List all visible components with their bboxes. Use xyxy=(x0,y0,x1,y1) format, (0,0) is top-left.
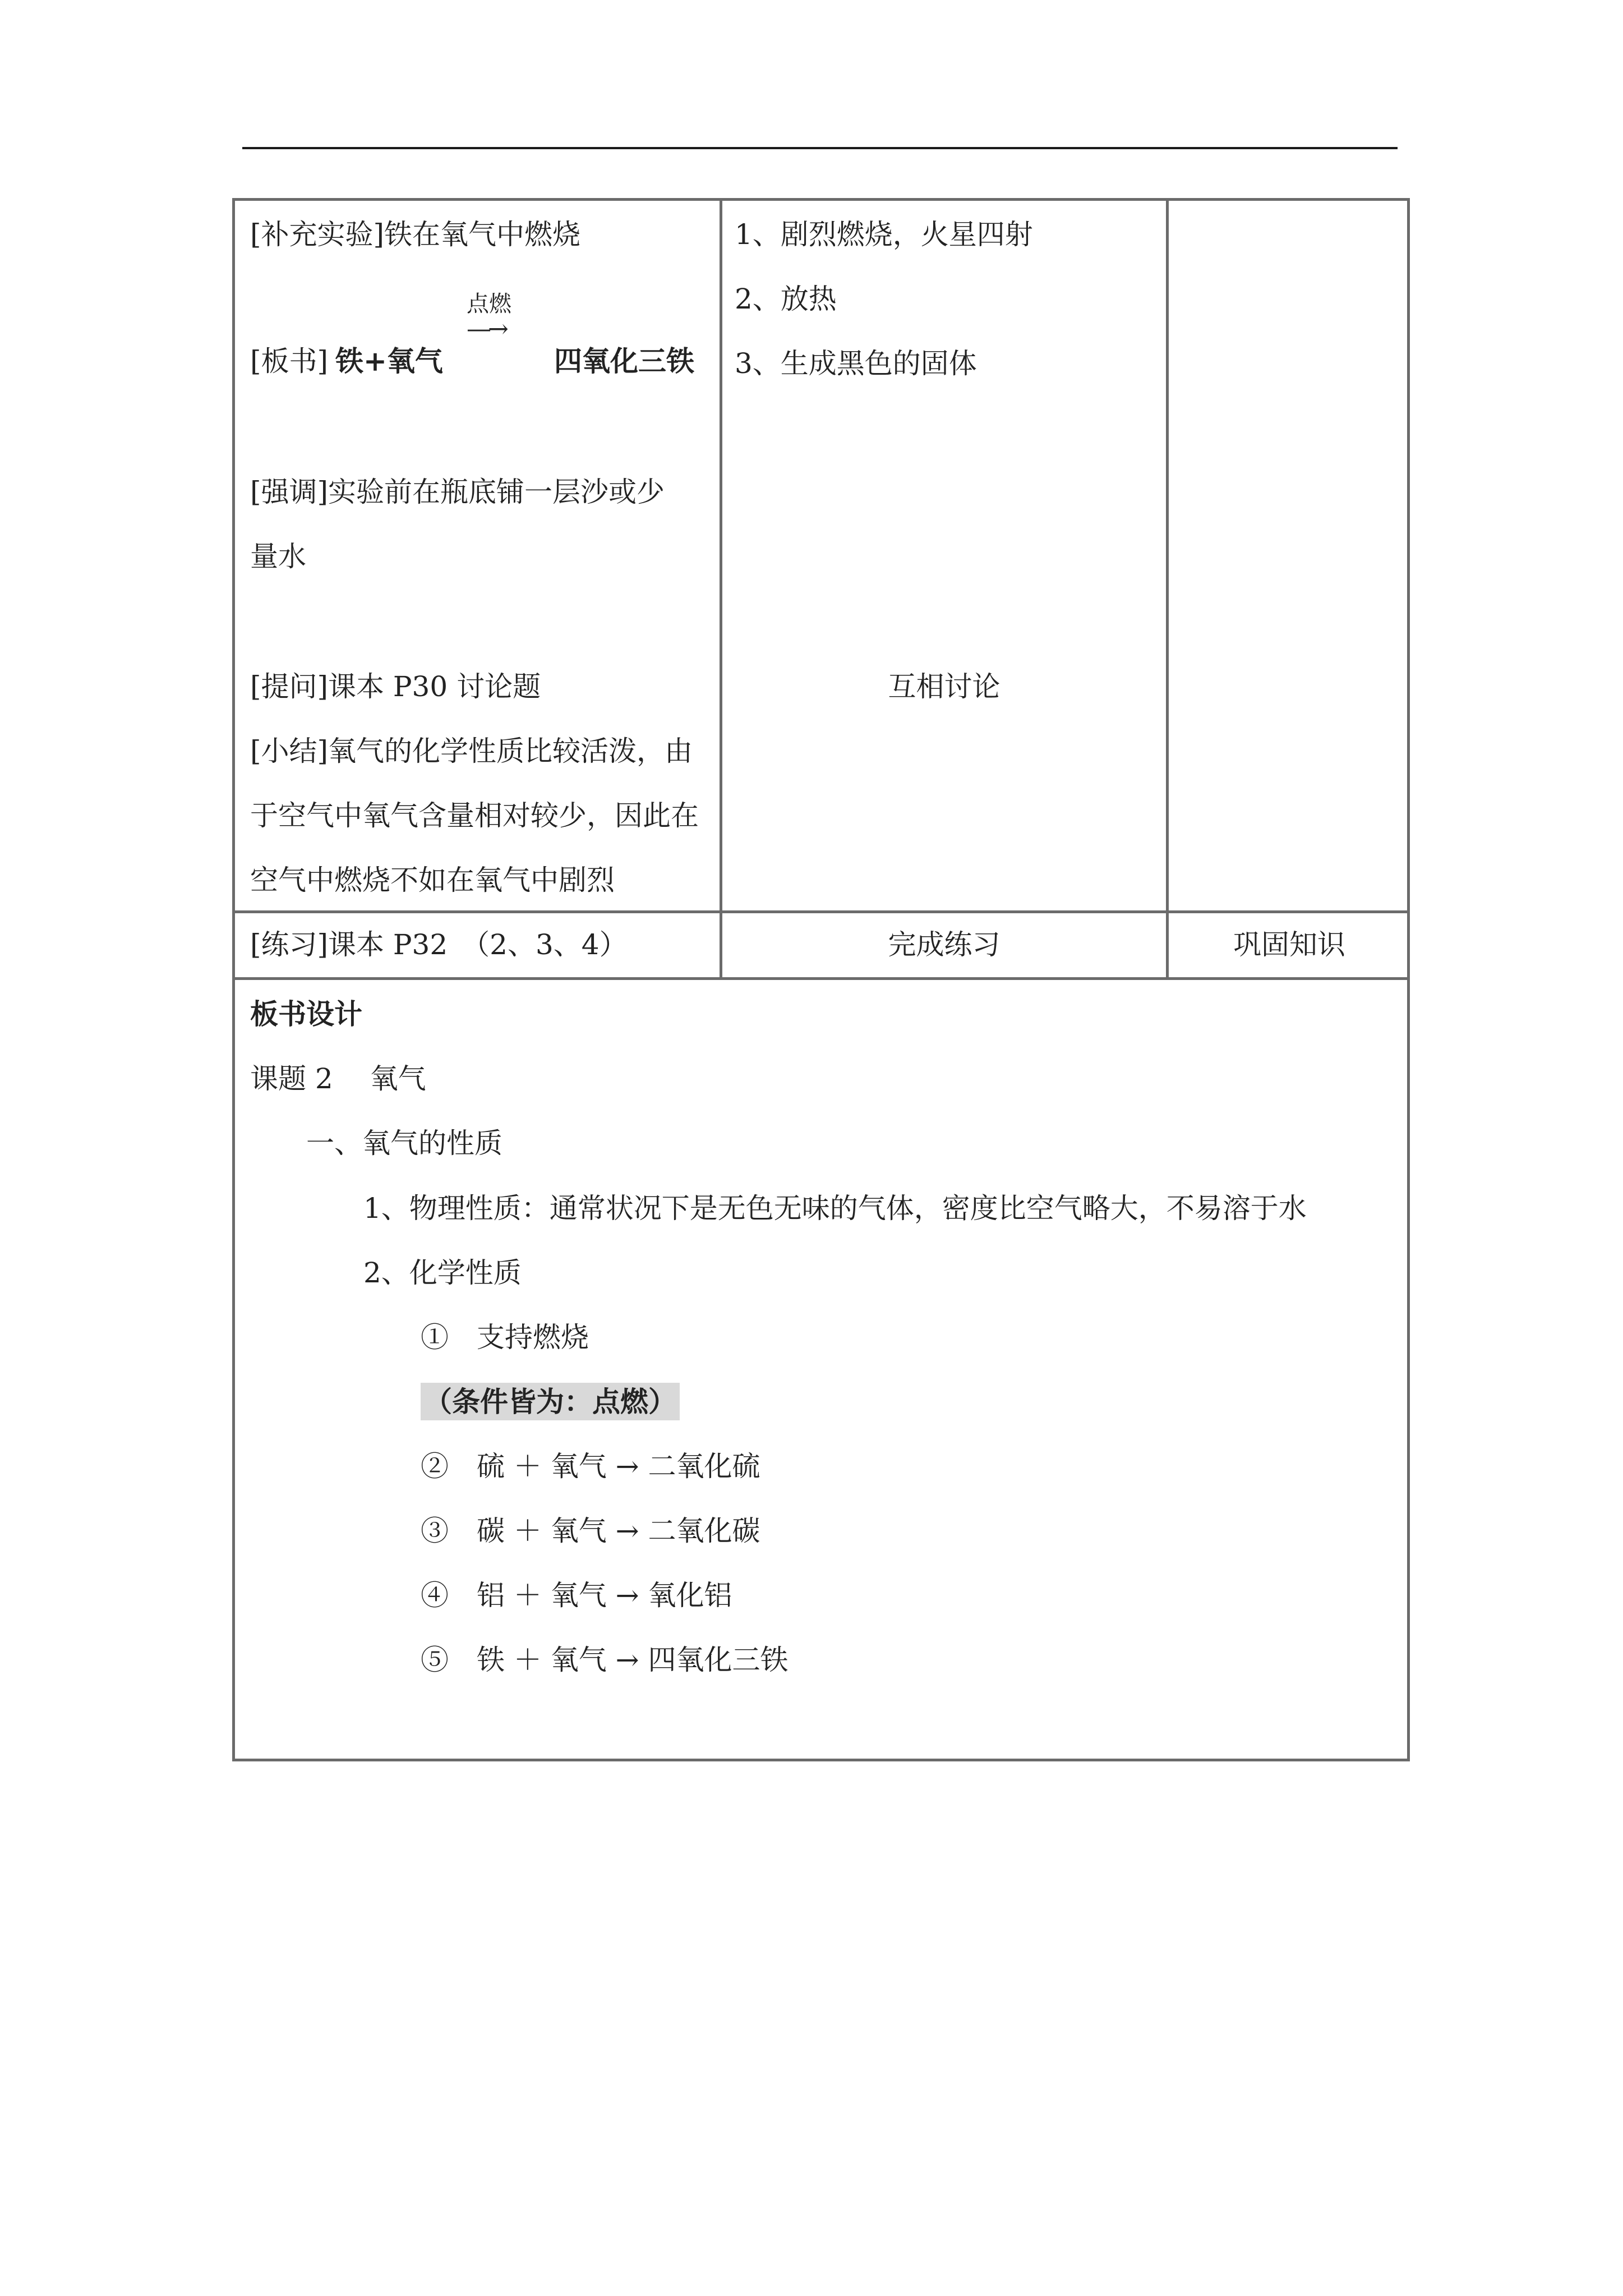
board-prefix: [板书] xyxy=(250,345,329,378)
summary-line-1: [小结]氧气的化学性质比较活泼，由 xyxy=(250,735,693,767)
physical-properties: 1、物理性质：通常状况下是无色无味的气体，密度比空气略大，不易溶于水 xyxy=(363,1192,1307,1225)
discussion-text: 互相讨论 xyxy=(888,670,1000,703)
list-item-iron: ⑤ 铁 ＋ 氧气 → 四氧化三铁 xyxy=(421,1644,789,1676)
reaction-reactants: 铁+氧气 xyxy=(335,344,443,378)
experiment-text: [补充实验]铁在氧气中燃烧 xyxy=(250,218,581,251)
condition-note xyxy=(421,1385,680,1419)
observation-1: 1、剧烈燃烧，火星四射 xyxy=(735,218,1033,251)
row-divider-1 xyxy=(232,910,1410,913)
observation-3: 3、生成黑色的固体 xyxy=(735,347,977,380)
lesson-topic: 课题 2 氧气 xyxy=(250,1062,426,1095)
practice-student: 完成练习 xyxy=(888,928,1000,961)
header-rule xyxy=(242,147,1398,149)
emphasis-line-1: [强调]实验前在瓶底铺一层沙或少 xyxy=(250,476,665,508)
board-design-heading: 板书设计 xyxy=(250,997,362,1030)
reaction-product: 四氧化三铁 xyxy=(554,344,694,378)
reaction-condition-label: 点燃 xyxy=(467,291,511,317)
list-item-aluminum: ④ 铝 ＋ 氧气 → 氧化铝 xyxy=(421,1579,732,1612)
chemical-properties: 2、化学性质 xyxy=(363,1257,522,1289)
practice-purpose: 巩固知识 xyxy=(1233,928,1345,961)
row-divider-2 xyxy=(232,977,1410,980)
condition-note-highlight: （条件皆为：点燃） xyxy=(421,1383,680,1420)
observation-2: 2、放热 xyxy=(735,283,837,315)
summary-line-3: 空气中燃烧不如在氧气中剧烈 xyxy=(250,864,615,896)
emphasis-line-2: 量水 xyxy=(250,540,306,573)
question-text: [提问]课本 P30 讨论题 xyxy=(250,670,541,703)
list-item-carbon: ③ 碳 ＋ 氧气 → 二氧化碳 xyxy=(421,1515,760,1547)
reaction-arrow: —→ xyxy=(467,315,505,343)
column-divider-1 xyxy=(720,198,722,980)
section-heading: 一、氧气的性质 xyxy=(306,1127,502,1159)
list-item-support-combustion: ① 支持燃烧 xyxy=(421,1321,589,1354)
summary-line-2: 于空气中氧气含量相对较少，因此在 xyxy=(250,799,699,832)
column-divider-2 xyxy=(1166,198,1169,980)
list-item-sulfur: ② 硫 ＋ 氧气 → 二氧化硫 xyxy=(421,1450,760,1483)
practice-teacher: [练习]课本 P32 （2、3、4） xyxy=(250,928,628,961)
